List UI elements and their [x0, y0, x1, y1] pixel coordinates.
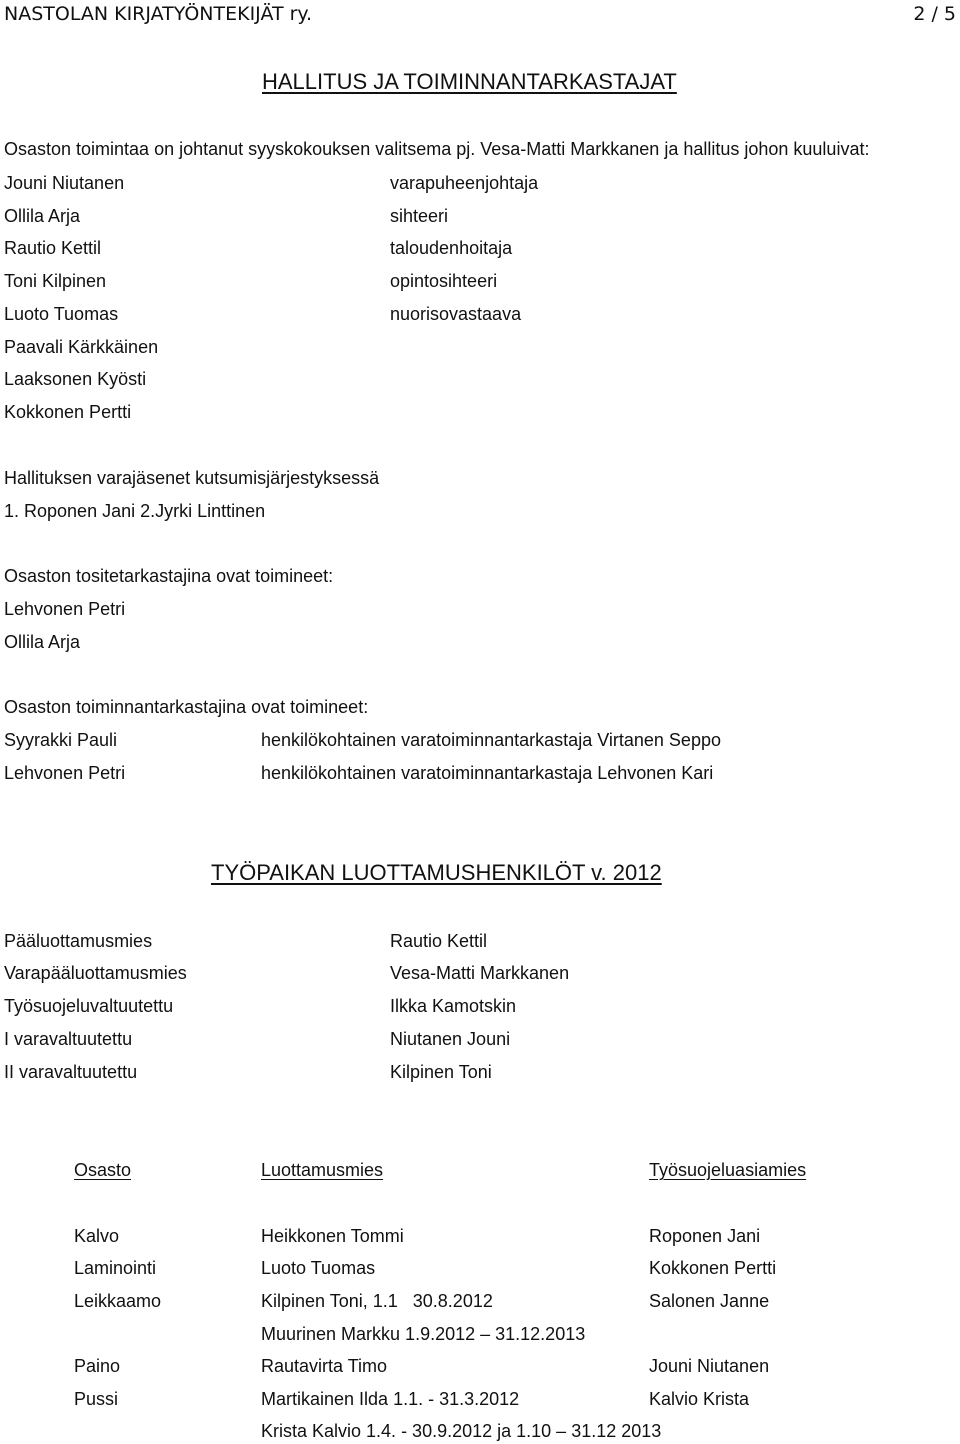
- department-cell: Pussi: [74, 1389, 119, 1409]
- steward-cell: Krista Kalvio 1.4. - 30.9.2012 ja 1.10 – 31.12 2013: [261, 1421, 662, 1441]
- organization-name: NASTOLAN KIRJATYÖNTEKIJÄT ry.: [4, 3, 312, 25]
- board-member-name: Luoto Tuomas: [4, 304, 119, 324]
- board-intro: Osaston toimintaa on johtanut syyskokouksen valitsema pj. Vesa-Matti Markkanen ja hallitus johon kuuluivat:: [4, 139, 870, 159]
- voucher-checker: Ollila Arja: [4, 632, 81, 652]
- trustee-role: I varavaltuutettu: [4, 1029, 133, 1049]
- board-member-role: varapuheenjohtaja: [390, 173, 539, 193]
- department-cell: Leikkaamo: [74, 1291, 162, 1311]
- board-member-role: opintosihteeri: [390, 271, 498, 291]
- trustee-role: Työsuojeluvaltuutettu: [4, 996, 174, 1016]
- trustee-name: Niutanen Jouni: [390, 1029, 511, 1049]
- department-cell: Kalvo: [74, 1226, 120, 1246]
- board-member-name: Toni Kilpinen: [4, 271, 107, 291]
- auditor-deputy: henkilökohtainen varatoiminnantarkastaja Lehvonen Kari: [261, 763, 714, 783]
- deputies-heading: Hallituksen varajäsenet kutsumisjärjestyksessä: [4, 468, 380, 488]
- safety-rep-cell: Salonen Janne: [649, 1291, 770, 1311]
- voucher-checker: Lehvonen Petri: [4, 599, 126, 619]
- safety-rep-cell: Kalvio Krista: [649, 1389, 750, 1409]
- trustee-role: Varapääluottamusmies: [4, 963, 187, 983]
- board-member-role: taloudenhoitaja: [390, 238, 513, 258]
- board-member-name: Paavali Kärkkäinen: [4, 337, 159, 357]
- column-header-department: Osasto: [74, 1160, 132, 1180]
- steward-cell: Martikainen Ilda 1.1. - 31.3.2012: [261, 1389, 520, 1409]
- board-member-role: nuorisovastaava: [390, 304, 522, 324]
- board-member-name: Rautio Kettil: [4, 238, 102, 258]
- safety-rep-cell: Kokkonen Pertti: [649, 1258, 777, 1278]
- column-header-steward: Luottamusmies: [261, 1160, 384, 1180]
- board-member-name: Laaksonen Kyösti: [4, 369, 147, 389]
- auditors-heading: Osaston toiminnantarkastajina ovat toimineet:: [4, 697, 369, 717]
- board-member-role: sihteeri: [390, 206, 449, 226]
- safety-rep-cell: Jouni Niutanen: [649, 1356, 770, 1376]
- auditor-name: Lehvonen Petri: [4, 763, 126, 783]
- safety-rep-cell: Roponen Jani: [649, 1226, 761, 1246]
- trustees-title: TYÖPAIKAN LUOTTAMUSHENKILÖT v. 2012: [211, 860, 662, 885]
- board-member-name: Kokkonen Pertti: [4, 402, 132, 422]
- deputies-list: 1. Roponen Jani 2.Jyrki Linttinen: [4, 501, 266, 521]
- column-header-safety-rep: Työsuojeluasiamies: [649, 1160, 807, 1180]
- trustee-name: Kilpinen Toni: [390, 1062, 492, 1082]
- trustee-name: Ilkka Kamotskin: [390, 996, 517, 1016]
- trustee-role: Pääluottamusmies: [4, 931, 153, 951]
- voucher-checkers-heading: Osaston tositetarkastajina ovat toimineet:: [4, 566, 334, 586]
- auditor-name: Syyrakki Pauli: [4, 730, 118, 750]
- steward-cell: Muurinen Markku 1.9.2012 – 31.12.2013: [261, 1324, 586, 1344]
- steward-cell: Kilpinen Toni, 1.1 30.8.2012: [261, 1291, 493, 1311]
- board-member-name: Ollila Arja: [4, 206, 81, 226]
- trustee-role: II varavaltuutettu: [4, 1062, 138, 1082]
- steward-cell: Heikkonen Tommi: [261, 1226, 404, 1246]
- steward-cell: Luoto Tuomas: [261, 1258, 376, 1278]
- department-cell: Laminointi: [74, 1258, 157, 1278]
- steward-cell: Rautavirta Timo: [261, 1356, 388, 1376]
- board-member-name: Jouni Niutanen: [4, 173, 125, 193]
- trustee-name: Vesa-Matti Markkanen: [390, 963, 570, 983]
- auditor-deputy: henkilökohtainen varatoiminnantarkastaja Virtanen Seppo: [261, 730, 721, 750]
- page-number: 2 / 5: [913, 3, 956, 25]
- department-cell: Paino: [74, 1356, 121, 1376]
- board-title: HALLITUS JA TOIMINNANTARKASTAJAT: [262, 69, 677, 94]
- trustee-name: Rautio Kettil: [390, 931, 488, 951]
